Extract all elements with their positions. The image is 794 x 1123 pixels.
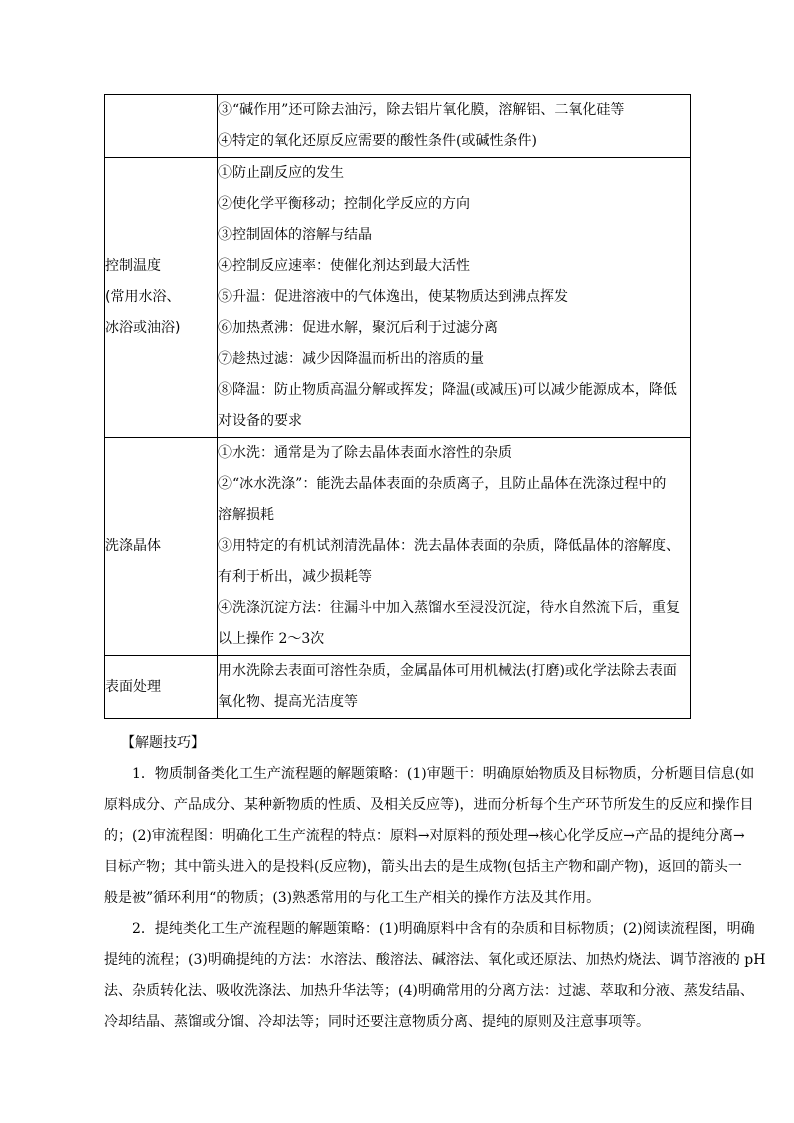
paragraph-line: 2．提纯类化工生产流程题的解题策略：(1)明确原料中含有的杂质和目标物质；(2)阅读流程图，明确: [104, 921, 755, 937]
label-line: 洗涤晶体: [105, 538, 161, 554]
row-content: [218, 438, 691, 656]
content-line: ②“冰水洗涤”：能洗去晶体表面的杂质离子，且防止晶体在洗涤过程中的: [218, 476, 667, 492]
row-label: [105, 158, 218, 438]
table-row: [105, 158, 691, 438]
section-heading: 【解题技巧】: [121, 735, 205, 751]
table-row: [105, 95, 691, 158]
content-line: 氧化物、提高光洁度等: [218, 694, 358, 710]
paragraph-line: 提纯的流程；(3)明确提纯的方法：水溶法、酸溶法、碱溶法、氧化或还原法、加热灼烧法、调节溶液的 pH: [104, 952, 766, 968]
process-conditions-table: [104, 94, 691, 719]
content-line: 以上操作 2～3次: [218, 631, 325, 647]
paragraph-line: 冷却结晶、蒸馏或分馏、冷却法等；同时还要注意物质分离、提纯的原则及注意事项等。: [104, 1014, 650, 1030]
row-content: [218, 158, 691, 438]
paragraph-line: 目标产物；其中箭头进入的是投料(反应物)，箭头出去的是生成物(包括主产物和副产物)，返回的箭头一: [104, 859, 742, 875]
content-line: ④特定的氧化还原反应需要的酸性条件(或碱性条件): [218, 133, 537, 149]
row-content: [218, 95, 691, 158]
paragraph-line: 般是被”循环利用“的物质；(3)熟悉常用的与化工生产相关的操作方法及其作用。: [104, 890, 601, 906]
content-line: ①水洗：通常是为了除去晶体表面水溶性的杂质: [218, 445, 512, 461]
strategy-paragraph-1: [104, 759, 755, 914]
label-line: 控制温度: [105, 258, 161, 274]
content-line: ⑤升温：促进溶液中的气体逸出，使某物质达到沸点挥发: [218, 289, 568, 305]
paragraph-line: 的；(2)审流程图：明确化工生产流程的特点：原料→对原料的预处理→核心化学反应→产品的提纯分离→: [104, 828, 745, 844]
content-line: ⑧降温：防止物质高温分解或挥发；降温(或减压)可以减少能源成本，降低: [218, 382, 677, 398]
row-content: [218, 656, 691, 719]
paragraph-line: 法、杂质转化法、吸收洗涤法、加热升华法等；(4)明确常用的分离方法：过滤、萃取和分液、蒸发结晶、: [104, 983, 754, 999]
row-label: [105, 95, 218, 158]
content-line: 溶解损耗: [218, 507, 274, 523]
content-line: ⑦趁热过滤：减少因降温而析出的溶质的量: [218, 351, 484, 367]
label-line: 表面处理: [105, 678, 161, 695]
content-line: ①防止副反应的发生: [218, 165, 344, 181]
strategy-paragraph-2: [104, 914, 766, 1038]
content-line: ③控制固体的溶解与结晶: [218, 227, 372, 243]
content-line: ⑥加热煮沸：促进水解，聚沉后利于过滤分离: [218, 320, 498, 336]
label-line: (常用水浴、: [105, 289, 181, 305]
content-line: 对设备的要求: [218, 413, 302, 429]
table-row: [105, 438, 691, 656]
content-line: ②使化学平衡移动；控制化学反应的方向: [218, 196, 470, 212]
content-line: ④控制反应速率：使催化剂达到最大活性: [218, 258, 470, 274]
content-line: 用水洗除去表面可溶性杂质，金属晶体可用机械法(打磨)或化学法除去表面: [218, 663, 677, 679]
content-line: 有利于析出，减少损耗等: [218, 569, 372, 585]
content-line: ③“碱作用”还可除去油污，除去铝片氧化膜，溶解铝、二氧化硅等: [218, 102, 625, 118]
row-label: [105, 656, 218, 719]
paragraph-line: 1．物质制备类化工生产流程题的解题策略：(1)审题干：明确原始物质及目标物质，分析题目信息(如: [104, 766, 755, 782]
content-line: ④洗涤沉淀方法：往漏斗中加入蒸馏水至浸没沉淀，待水自然流下后，重复: [218, 600, 680, 616]
paragraph-line: 原料成分、产品成分、某种新物质的性质、及相关反应等)，进而分析每个生产环节所发生的反应和操作目: [104, 797, 754, 813]
table-row: [105, 656, 691, 719]
row-label: [105, 438, 218, 656]
label-line: 冰浴或油浴): [105, 320, 181, 336]
content-line: ③用特定的有机试剂清洗晶体：洗去晶体表面的杂质，降低晶体的溶解度、: [218, 538, 680, 554]
